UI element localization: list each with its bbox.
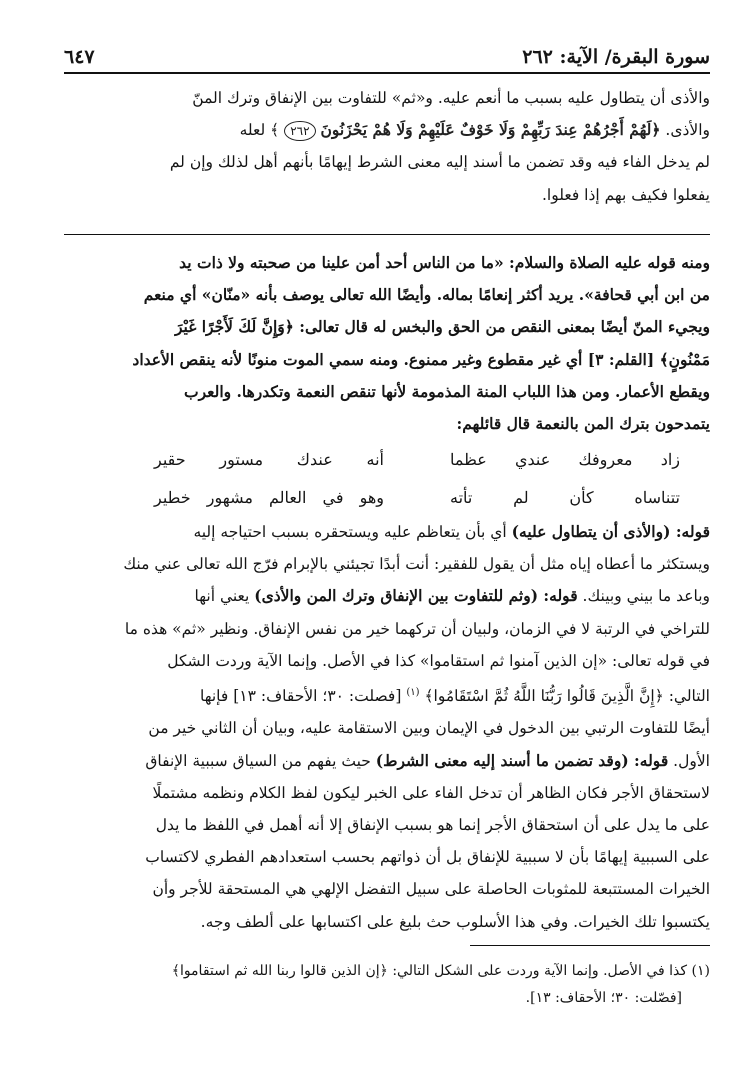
text-line bbox=[64, 745, 710, 777]
footnote bbox=[64, 958, 710, 1012]
poem-verse bbox=[64, 440, 710, 478]
text-line bbox=[64, 279, 710, 311]
poem-verse bbox=[64, 478, 710, 516]
text-line: للتراخي في الرتبة لا في الزمان، ولبيان أن تركهما خير من نفس الإنفاق. ونظير «ثم» هذه ما bbox=[124, 619, 710, 638]
poem bbox=[64, 440, 710, 516]
poem-hemistich: زاد معروفك عندي عظما bbox=[450, 449, 680, 469]
text-fragment: يعني أنها bbox=[194, 587, 250, 606]
text-line: ومنه قوله عليه الصلاة والسلام: «ما من الناس أحد أمن علينا من صحبته ولا ذات يد bbox=[179, 253, 710, 272]
text-fragment: قوله: (وقد تضمن ما أسند إليه معنى الشرط) bbox=[375, 750, 669, 770]
text-fragment: من ابن أبي قحافة». bbox=[578, 285, 710, 305]
text-line: يكتسبوا تلك الخيرات. وفي هذا الأسلوب حث بليغ على اكتسابها على ألطف وجه. bbox=[200, 912, 710, 931]
footnote-rule bbox=[470, 945, 710, 946]
text-fragment: وباعد ما بيني وبينك. bbox=[582, 587, 710, 606]
analysis-block bbox=[64, 516, 710, 938]
text-fragment: والأذى. bbox=[665, 121, 710, 140]
text-line: لاستحقاق الأجر فكان الظاهر أن تدخل الفاء على الخبر ليكون لفظ الكلام ونظمه مشتملًا bbox=[152, 783, 710, 802]
commentary-block bbox=[64, 247, 710, 440]
ayah-number-badge: ٢٦٢ bbox=[284, 121, 315, 141]
text-line bbox=[64, 580, 710, 612]
text-line bbox=[64, 677, 710, 712]
text-line: على ما يدل على أن استحقاق الأجر إنما هو بسبب الإنفاق إلا أنه أهمل في اللفظ ما يدل bbox=[155, 815, 710, 834]
text-line: مَمْنُونٍ﴾ [القلم: ٣] أي غير مقطوع وغير ممنوع. ومنه سمي الموت منونًا لأنه ينقص الأعداد bbox=[132, 349, 710, 369]
footnote-line bbox=[64, 958, 710, 985]
footnote-text: كذا في الأصل. وإنما الآية وردت على الشكل التالي: ﴿إن الذين قالوا ربنا الله ثم استقاموا﴾ bbox=[171, 963, 688, 979]
text-fragment: ﴾ لعله bbox=[239, 121, 280, 140]
poem-hemistich: تتناساه كأن لم تأته bbox=[450, 487, 680, 507]
text-fragment: يريد أكثر إنعامًا بماله. وأيضًا الله تعالى يوصف بأنه «منّان» أي منعم bbox=[143, 285, 574, 305]
text-line: الخيرات المستتبعة للمثوبات الحاصلة على سبيل التفضل الإلهي هي المستحقة للأجر وأن bbox=[152, 880, 710, 899]
footnote-line: [فصّلت: ٣٠؛ الأحقاف: ١٣]. bbox=[525, 990, 682, 1006]
text-line: أيضًا للتفاوت الرتبي بين الدخول في الإيمان وبين الاستقامة عليه، وبيان أن الثاني خير من bbox=[148, 719, 710, 738]
footnote-number: (١) bbox=[691, 963, 710, 979]
text-fragment: قوله: (والأذى أن يتطاول عليه) bbox=[511, 522, 710, 541]
text-line bbox=[64, 516, 710, 548]
text-line: في قوله تعالى: «إن الذين آمنوا ثم استقاموا» كذا في الأصل. وإنما الآية وردت الشكل bbox=[167, 651, 710, 670]
text-line: يتمدحون بترك المن بالنعمة قال قائلهم: bbox=[456, 414, 710, 434]
section-divider bbox=[64, 234, 710, 235]
text-line: ويقطع الأعمار. ومن هذا اللباب المنة المذمومة لأنها تنقص النعمة وتكدرها. والعرب bbox=[183, 381, 710, 401]
tafsir-text bbox=[64, 82, 710, 211]
text-fragment: الأول. bbox=[673, 751, 710, 770]
text-line: يفعلوا فكيف بهم إذا فعلوا. bbox=[541, 185, 710, 204]
text-line: والأذى أن يتطاول عليه بسبب ما أنعم عليه. و«ثم» للتفاوت بين الإنفاق وترك المنّ bbox=[192, 89, 710, 107]
footnote-marker: (١) bbox=[406, 687, 420, 699]
text-line: ويجيء المنّ أيضًا بمعنى النقص من الحق والبخس له قال تعالى: ﴿وَإِنَّ لَكَ لَأَجْرًا غَيْرَ bbox=[175, 317, 710, 337]
text-line-ayah bbox=[64, 114, 710, 146]
page-header bbox=[64, 38, 710, 68]
text-fragment: التالي: ﴿إِنَّ الَّذِينَ قَالُوا رَبُّنَا اللَّهُ ثُمَّ اسْتَقَامُوا﴾ bbox=[424, 687, 710, 706]
text-line: على السببية إيهامًا بأن لا سببية للإنفاق بل أن ذواتهم بحسب استعدادهم الفطري لاكتساب bbox=[145, 848, 710, 867]
surah-title: سورة البقرة/ الآية: ٢٦٢ bbox=[522, 46, 710, 68]
header-rule bbox=[64, 72, 710, 74]
poem-hemistich: أنه عندك مستور حقير bbox=[154, 449, 384, 469]
text-fragment: [فصلت: ٣٠؛ الأحقاف: ١٣] فإنها bbox=[200, 687, 402, 706]
page-number: ٦٤٧ bbox=[64, 46, 95, 68]
text-fragment: أي بأن يتعاظم عليه ويستحقره بسبب احتياجه إليه bbox=[193, 523, 507, 541]
text-line: ويستكثر ما أعطاه إياه مثل أن يقول للفقير: أنت أبدًا تجيئني بالإبرام فرّج الله تعالى عني منك bbox=[123, 555, 710, 574]
quran-verse: ﴿لَهُمْ أَجْرُهُمْ عِندَ رَبِّهِمْ وَلَا خَوْفٌ عَلَيْهِمْ وَلَا هُمْ يَحْزَنُونَ bbox=[320, 120, 661, 140]
text-fragment: قوله: (وثم للتفاوت بين الإنفاق وترك المن والأذى) bbox=[254, 586, 578, 606]
text-fragment: حيث يفهم من السياق سببية الإنفاق bbox=[145, 751, 371, 770]
poem-hemistich: وهو في العالم مشهور خطير bbox=[154, 487, 384, 507]
text-line: لم يدخل الفاء فيه وقد تضمن ما أسند إليه معنى الشرط إيهامًا بأنهم أهل لذلك وإن لم bbox=[169, 153, 710, 172]
